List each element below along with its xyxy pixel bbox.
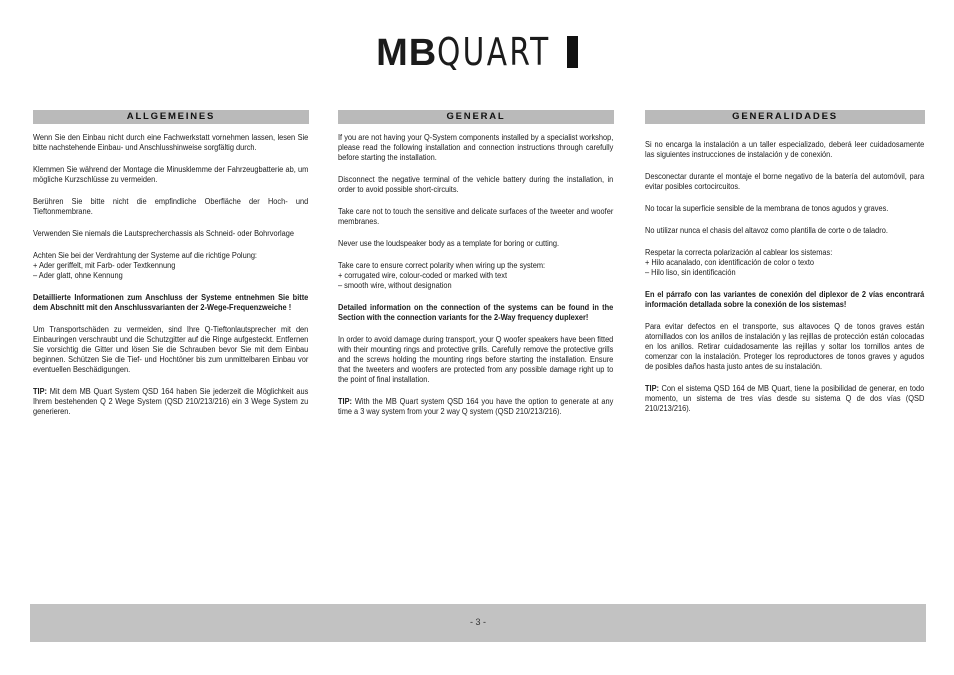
polarity-plus: + Ader geriffelt, mit Farb- oder Textkennung: [33, 261, 176, 270]
tip-text: With the MB Quart system QSD 164 you have the option to generate at any time a 3 way system from your 2 way Q system (QSD 210/213/216).: [338, 397, 614, 416]
polarity-intro: Take care to ensure correct polarity when wiring up the system:: [338, 261, 546, 270]
tip-text: Mit dem MB Quart System QSD 164 haben Sie jederzeit die Möglichkeit aus Ihrem bestehenden Q 2 Wege System (QSD 210/213/216) ein 3 Wege System zu generieren.: [33, 387, 309, 416]
paragraph-installation-note: Si no encarga la instalación a un taller especializado, deberá leer cuidadosamente las siguientes instrucciones de instalación y de conexión.: [645, 140, 925, 159]
polarity-plus: + Hilo acanalado, con identificación de color o texto: [645, 258, 815, 267]
column-spanish: [645, 110, 925, 426]
paragraph-transport: In order to avoid damage during transport, your Q woofer speakers have been fitted with their mounting rings and protective grills. Carefully remove the protective grills and the screws holding the mounting rings before starting the installation. Ensure that the tweeters and woofers are protected from any possible damage right up to the point of final installation.: [338, 335, 614, 384]
tip-text: Con el sistema QSD 164 de MB Quart, tiene la posibilidad de generar, en todo momento, un sistema de tres vías desde su sistema Q de dos vías (QSD 210/213/216).: [645, 384, 925, 413]
tip-label: TIP:: [33, 387, 47, 396]
paragraph-membrane: Take care not to touch the sensitive and delicate surfaces of the tweeter and woofer membranes.: [338, 207, 614, 226]
logo-bar: [567, 36, 578, 68]
column-german: [33, 110, 309, 429]
paragraph-tip: [33, 387, 308, 417]
logo-mb: MB: [376, 32, 438, 74]
polarity-minus: – Ader glatt, ohne Kennung: [33, 271, 123, 280]
tip-label: TIP:: [338, 397, 352, 406]
paragraph-polarity: [338, 261, 613, 291]
logo-quart: QUART: [437, 30, 551, 74]
paragraph-template: Never use the loudspeaker body as a template for boring or cutting.: [338, 239, 560, 248]
polarity-minus: – Hilo liso, sin identificación: [645, 268, 736, 277]
paragraph-installation-note: Wenn Sie den Einbau nicht durch eine Fachwerkstatt vornehmen lassen, lesen Sie bitte nachstehende Einbau- und Anschlusshinweise sorgfältig durch.: [33, 133, 309, 152]
column-body: [338, 133, 614, 417]
paragraph-tip: [645, 384, 924, 414]
polarity-intro: Respetar la correcta polarización al cablear los sistemas:: [645, 248, 833, 257]
column-english: [338, 110, 614, 429]
polarity-intro: Achten Sie bei der Verdrahtung der Systeme auf die richtige Polung:: [33, 251, 258, 260]
paragraph-template: No utilizar nunca el chasis del altavoz como plantilla de corte o de taladro.: [645, 226, 888, 235]
footer-band: [30, 604, 926, 642]
column-body: [33, 133, 309, 417]
paragraph-transport: Para evitar defectos en el transporte, sus altavoces Q de tonos graves están atornillados con los anillos de instalación y las rejillas de protección están colocadas en los anillos. Retirar cuidadosamente las rejillas y soltar los tornillos antes de comenzar con la instalación. Proteger los reproductores de tonos graves y agudos de posibles daños hasta justo antes de su instalación.: [645, 322, 925, 371]
page-number: - 3 -: [469, 617, 486, 627]
column-body: [645, 140, 925, 414]
paragraph-membrane: Berühren Sie bitte nicht die empfindliche Oberfläche der Hoch- und Tieftonmembrane.: [33, 197, 309, 216]
paragraph-membrane: No tocar la superficie sensible de la membrana de tonos agudos y graves.: [645, 204, 889, 213]
paragraph-transport: Um Transportschäden zu vermeiden, sind Ihre Q-Tieftonlautsprecher mit den Einbauringen verschraubt und die Schutzgitter auf die Ringe aufgesteckt. Entfernen Sie vorsichtig die Gitter und lösen Sie die Schrauben bevor Sie mit dem Einbau beginnen. Schützen Sie die Tief- und Hochtöner bis zum unmittelbaren Einbau vor eventuellen Beschädigungen.: [33, 325, 309, 374]
paragraph-template: Verwenden Sie niemals die Lautsprecherchassis als Schneid- oder Bohrvorlage: [33, 229, 295, 238]
section-heading-allgemeines: ALLGEMEINES: [33, 110, 309, 124]
paragraph-detail-info: En el párrafo con las variantes de conexión del diplexor de 2 vías encontrará información detallada sobre la conexión de los sistemas!: [645, 290, 925, 309]
mb-quart-logo: [0, 30, 954, 75]
paragraph-polarity: [33, 251, 308, 281]
paragraph-battery: Disconnect the negative terminal of the vehicle battery during the installation, in order to avoid possible short-circuits.: [338, 175, 614, 194]
paragraph-tip: [338, 397, 613, 417]
paragraph-polarity: [645, 248, 924, 278]
paragraph-battery: Klemmen Sie während der Montage die Minusklemme der Fahrzeugbatterie ab, um mögliche Kurzschlüsse zu vermeiden.: [33, 165, 309, 184]
paragraph-detail-info: Detailed information on the connection of the systems can be found in the Section with the connection variants for the 2-Way frequency duplexer!: [338, 303, 614, 322]
section-heading-general: GENERAL: [338, 110, 614, 124]
polarity-plus: + corrugated wire, colour-coded or marked with text: [338, 271, 508, 280]
paragraph-battery: Desconectar durante el montaje el borne negativo de la batería del automóvil, para evitar posibles cortocircuitos.: [645, 172, 925, 191]
tip-label: TIP:: [645, 384, 659, 393]
paragraph-installation-note: If you are not having your Q-System components installed by a specialist workshop, please read the following installation and connection instructions through carefully before starting the installation.: [338, 133, 614, 162]
section-heading-generalidades: GENERALIDADES: [645, 110, 925, 124]
paragraph-detail-info: Detaillierte Informationen zum Anschluss der Systeme entnehmen Sie bitte dem Abschnitt mit den Anschlussvarianten der 2-Wege-Frequenzweiche !: [33, 293, 309, 312]
polarity-minus: – smooth wire, without designation: [338, 281, 452, 290]
